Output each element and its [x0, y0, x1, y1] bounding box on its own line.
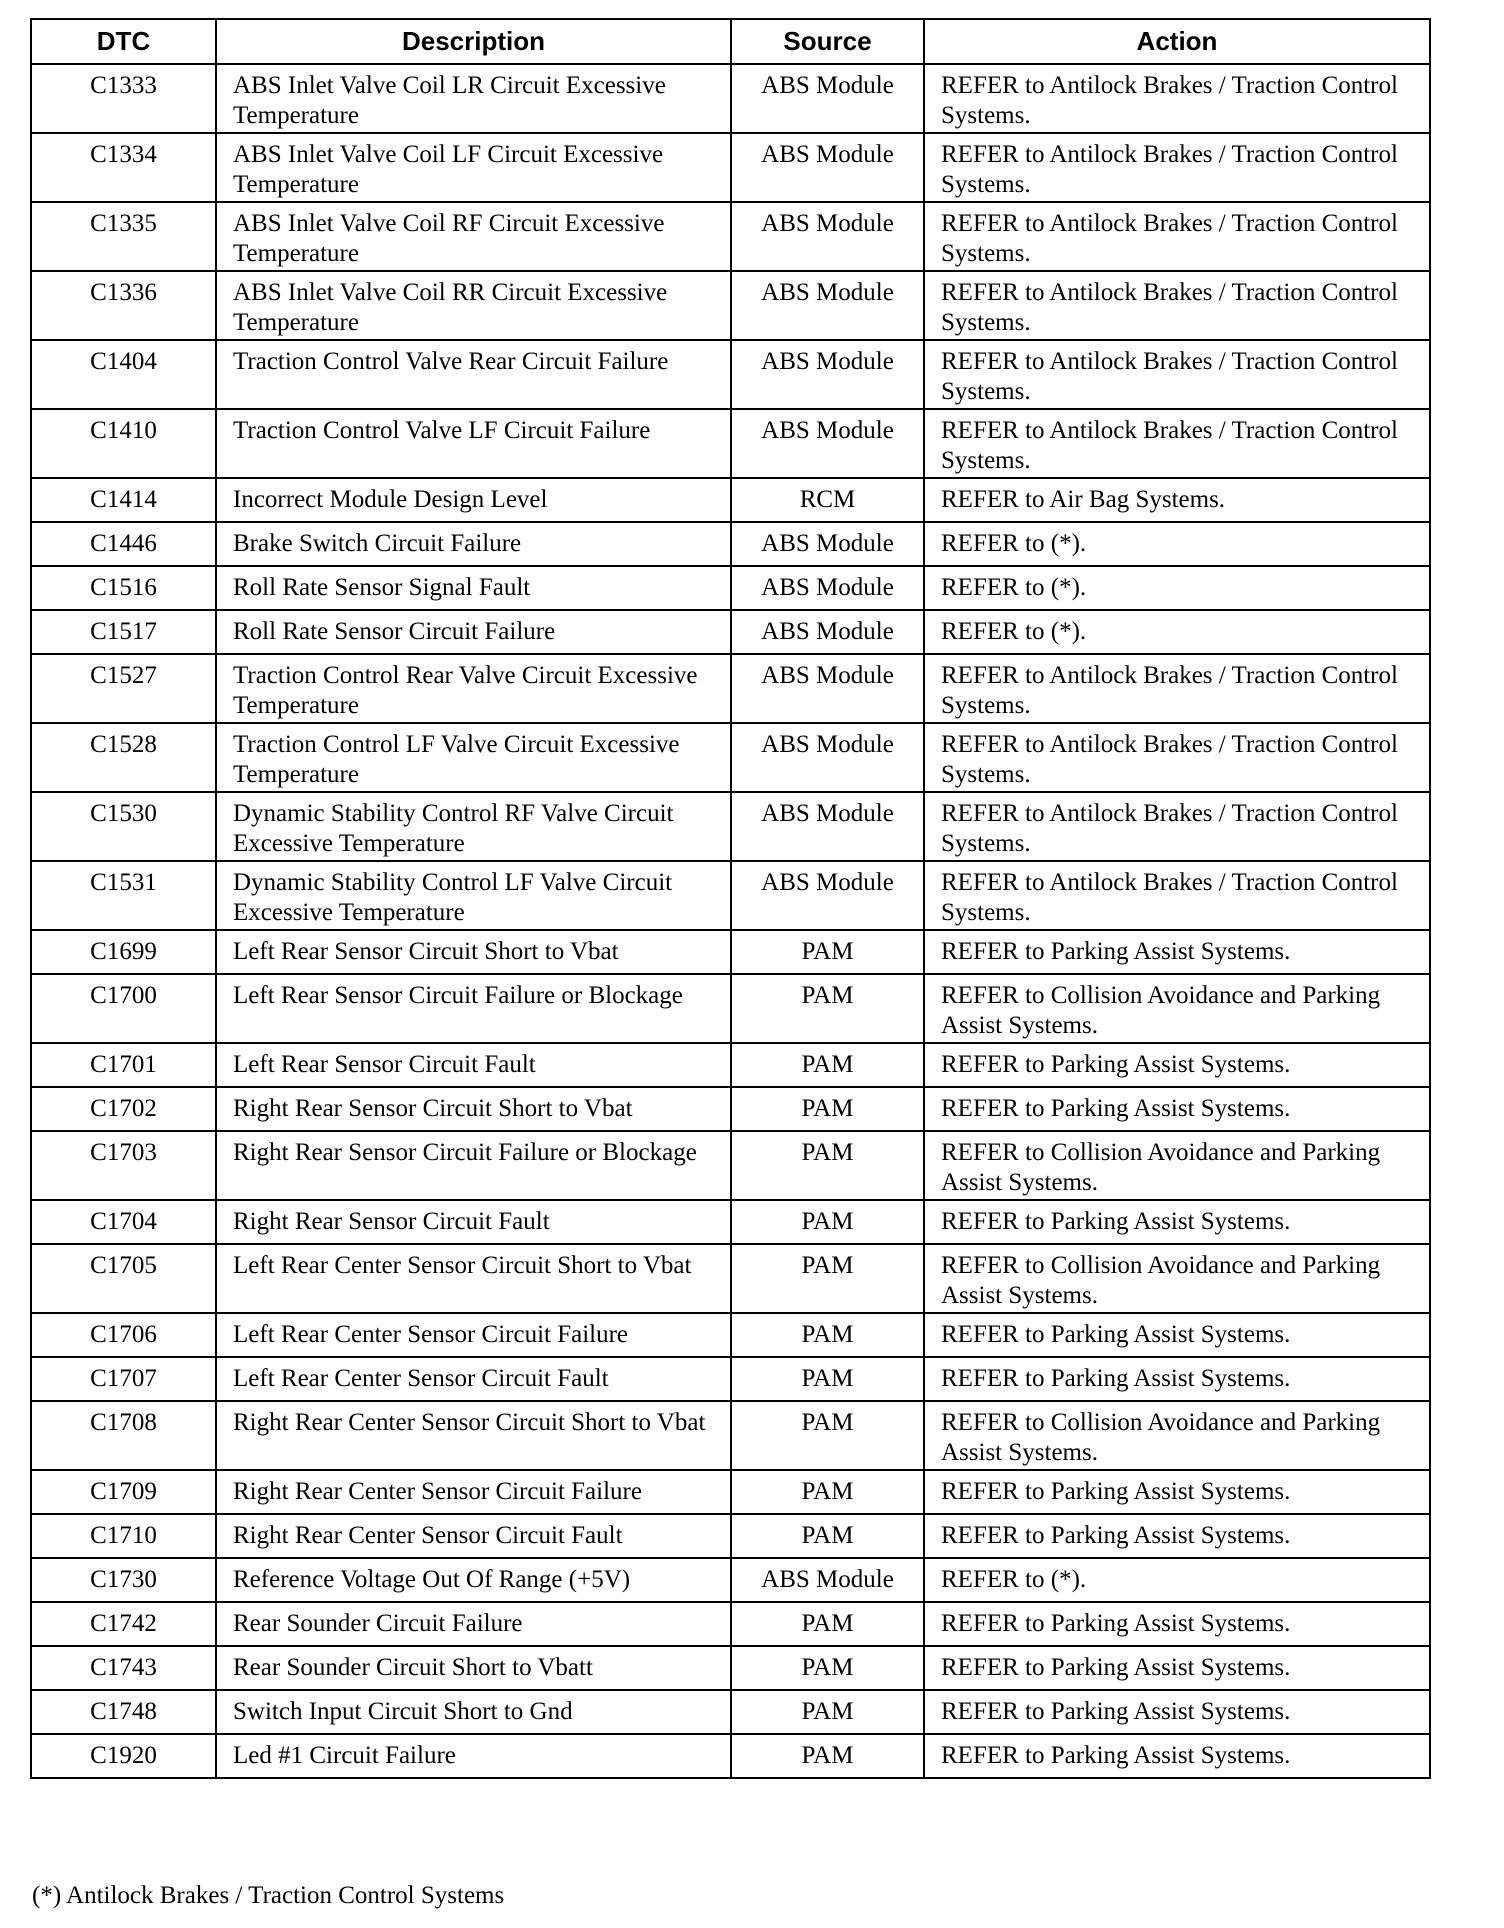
action-cell: REFER to Air Bag Systems. — [924, 478, 1430, 522]
source-cell: ABS Module — [731, 64, 924, 133]
dtc-cell: C1414 — [31, 478, 216, 522]
dtc-cell: C1709 — [31, 1470, 216, 1514]
source-cell: PAM — [731, 1401, 924, 1470]
table-row — [31, 522, 1430, 566]
table-row — [31, 478, 1430, 522]
action-cell: REFER to Antilock Brakes / Traction Control Systems. — [924, 271, 1430, 340]
dtc-cell: C1336 — [31, 271, 216, 340]
source-cell: PAM — [731, 1514, 924, 1558]
dtc-cell: C1410 — [31, 409, 216, 478]
source-cell: PAM — [731, 1470, 924, 1514]
description-cell: ABS Inlet Valve Coil RF Circuit Excessive Temperature — [216, 202, 731, 271]
dtc-cell: C1530 — [31, 792, 216, 861]
action-cell: REFER to Collision Avoidance and Parking Assist Systems. — [924, 1244, 1430, 1313]
source-cell: ABS Module — [731, 723, 924, 792]
table-row — [31, 610, 1430, 654]
table-row — [31, 723, 1430, 792]
description-cell: ABS Inlet Valve Coil RR Circuit Excessive Temperature — [216, 271, 731, 340]
action-cell: REFER to Parking Assist Systems. — [924, 1646, 1430, 1690]
dtc-cell: C1920 — [31, 1734, 216, 1778]
description-cell: Right Rear Sensor Circuit Short to Vbat — [216, 1087, 731, 1131]
description-cell: Roll Rate Sensor Signal Fault — [216, 566, 731, 610]
action-cell: REFER to Parking Assist Systems. — [924, 1470, 1430, 1514]
source-cell: PAM — [731, 930, 924, 974]
source-cell: ABS Module — [731, 792, 924, 861]
table-row — [31, 930, 1430, 974]
source-cell: ABS Module — [731, 409, 924, 478]
action-cell: REFER to Antilock Brakes / Traction Control Systems. — [924, 409, 1430, 478]
description-cell: Switch Input Circuit Short to Gnd — [216, 1690, 731, 1734]
description-cell: Traction Control Valve LF Circuit Failure — [216, 409, 731, 478]
source-cell: PAM — [731, 1602, 924, 1646]
dtc-cell: C1528 — [31, 723, 216, 792]
dtc-cell: C1748 — [31, 1690, 216, 1734]
description-cell: Left Rear Center Sensor Circuit Failure — [216, 1313, 731, 1357]
description-cell: Right Rear Sensor Circuit Failure or Blockage — [216, 1131, 731, 1200]
footnote: (*) Antilock Brakes / Traction Control Systems — [32, 1882, 505, 1909]
description-cell: Led #1 Circuit Failure — [216, 1734, 731, 1778]
dtc-cell: C1704 — [31, 1200, 216, 1244]
table-row — [31, 1646, 1430, 1690]
dtc-cell: C1700 — [31, 974, 216, 1043]
table-row — [31, 1087, 1430, 1131]
description-cell: Left Rear Sensor Circuit Failure or Blockage — [216, 974, 731, 1043]
description-cell: Left Rear Center Sensor Circuit Fault — [216, 1357, 731, 1401]
table-row — [31, 792, 1430, 861]
action-cell: REFER to Antilock Brakes / Traction Control Systems. — [924, 64, 1430, 133]
source-cell: ABS Module — [731, 610, 924, 654]
source-cell: ABS Module — [731, 861, 924, 930]
table-row — [31, 1470, 1430, 1514]
description-cell: Right Rear Center Sensor Circuit Fault — [216, 1514, 731, 1558]
description-cell: Dynamic Stability Control LF Valve Circuit Excessive Temperature — [216, 861, 731, 930]
action-cell: REFER to (*). — [924, 522, 1430, 566]
action-cell: REFER to Antilock Brakes / Traction Control Systems. — [924, 792, 1430, 861]
dtc-cell: C1730 — [31, 1558, 216, 1602]
source-cell: PAM — [731, 974, 924, 1043]
action-cell: REFER to (*). — [924, 566, 1430, 610]
description-cell: Incorrect Module Design Level — [216, 478, 731, 522]
source-cell: ABS Module — [731, 522, 924, 566]
table-row — [31, 1690, 1430, 1734]
source-cell: ABS Module — [731, 654, 924, 723]
table-row — [31, 1043, 1430, 1087]
source-cell: ABS Module — [731, 566, 924, 610]
action-cell: REFER to Antilock Brakes / Traction Control Systems. — [924, 202, 1430, 271]
dtc-cell: C1743 — [31, 1646, 216, 1690]
action-cell: REFER to Antilock Brakes / Traction Control Systems. — [924, 654, 1430, 723]
action-cell: REFER to Parking Assist Systems. — [924, 1087, 1430, 1131]
source-cell: ABS Module — [731, 1558, 924, 1602]
description-cell: Rear Sounder Circuit Failure — [216, 1602, 731, 1646]
action-cell: REFER to Parking Assist Systems. — [924, 930, 1430, 974]
source-cell: PAM — [731, 1087, 924, 1131]
table-row — [31, 1734, 1430, 1778]
source-cell: PAM — [731, 1131, 924, 1200]
action-cell: REFER to Parking Assist Systems. — [924, 1357, 1430, 1401]
action-cell: REFER to Collision Avoidance and Parking Assist Systems. — [924, 1131, 1430, 1200]
table-row — [31, 1244, 1430, 1313]
source-cell: PAM — [731, 1200, 924, 1244]
action-cell: REFER to Parking Assist Systems. — [924, 1734, 1430, 1778]
table-row — [31, 566, 1430, 610]
table-row — [31, 64, 1430, 133]
table-row — [31, 1357, 1430, 1401]
header-dtc: DTC — [31, 19, 216, 64]
dtc-cell: C1742 — [31, 1602, 216, 1646]
source-cell: PAM — [731, 1244, 924, 1313]
source-cell: PAM — [731, 1646, 924, 1690]
source-cell: PAM — [731, 1313, 924, 1357]
dtc-cell: C1702 — [31, 1087, 216, 1131]
table-row — [31, 654, 1430, 723]
table-row — [31, 340, 1430, 409]
table-row — [31, 1313, 1430, 1357]
dtc-cell: C1335 — [31, 202, 216, 271]
description-cell: ABS Inlet Valve Coil LF Circuit Excessive Temperature — [216, 133, 731, 202]
action-cell: REFER to Parking Assist Systems. — [924, 1690, 1430, 1734]
description-cell: Traction Control Valve Rear Circuit Failure — [216, 340, 731, 409]
table-row — [31, 1131, 1430, 1200]
dtc-cell: C1703 — [31, 1131, 216, 1200]
action-cell: REFER to Parking Assist Systems. — [924, 1602, 1430, 1646]
description-cell: Right Rear Center Sensor Circuit Short to Vbat — [216, 1401, 731, 1470]
dtc-cell: C1701 — [31, 1043, 216, 1087]
source-cell: ABS Module — [731, 202, 924, 271]
table-row — [31, 1401, 1430, 1470]
description-cell: Reference Voltage Out Of Range (+5V) — [216, 1558, 731, 1602]
description-cell: Dynamic Stability Control RF Valve Circuit Excessive Temperature — [216, 792, 731, 861]
action-cell: REFER to Collision Avoidance and Parking Assist Systems. — [924, 974, 1430, 1043]
action-cell: REFER to Collision Avoidance and Parking Assist Systems. — [924, 1401, 1430, 1470]
dtc-cell: C1446 — [31, 522, 216, 566]
description-cell: Traction Control Rear Valve Circuit Excessive Temperature — [216, 654, 731, 723]
table-body — [31, 64, 1430, 1778]
dtc-cell: C1334 — [31, 133, 216, 202]
table-row — [31, 271, 1430, 340]
action-cell: REFER to Parking Assist Systems. — [924, 1200, 1430, 1244]
table-row — [31, 202, 1430, 271]
action-cell: REFER to Antilock Brakes / Traction Control Systems. — [924, 723, 1430, 792]
action-cell: REFER to Antilock Brakes / Traction Control Systems. — [924, 133, 1430, 202]
source-cell: PAM — [731, 1690, 924, 1734]
dtc-cell: C1333 — [31, 64, 216, 133]
header-action: Action — [924, 19, 1430, 64]
description-cell: Right Rear Sensor Circuit Fault — [216, 1200, 731, 1244]
description-cell: Right Rear Center Sensor Circuit Failure — [216, 1470, 731, 1514]
source-cell: PAM — [731, 1734, 924, 1778]
dtc-cell: C1699 — [31, 930, 216, 974]
table-row — [31, 1602, 1430, 1646]
dtc-cell: C1706 — [31, 1313, 216, 1357]
table-row — [31, 861, 1430, 930]
dtc-cell: C1710 — [31, 1514, 216, 1558]
header-description: Description — [216, 19, 731, 64]
dtc-cell: C1531 — [31, 861, 216, 930]
dtc-cell: C1707 — [31, 1357, 216, 1401]
action-cell: REFER to Parking Assist Systems. — [924, 1043, 1430, 1087]
table-row — [31, 1514, 1430, 1558]
table-row — [31, 1558, 1430, 1602]
action-cell: REFER to Antilock Brakes / Traction Control Systems. — [924, 340, 1430, 409]
dtc-cell: C1517 — [31, 610, 216, 654]
description-cell: Left Rear Sensor Circuit Short to Vbat — [216, 930, 731, 974]
action-cell: REFER to Parking Assist Systems. — [924, 1313, 1430, 1357]
dtc-cell: C1705 — [31, 1244, 216, 1313]
dtc-cell: C1516 — [31, 566, 216, 610]
header-source: Source — [731, 19, 924, 64]
dtc-table — [30, 18, 1431, 1779]
table-header-row — [31, 19, 1430, 64]
action-cell: REFER to (*). — [924, 1558, 1430, 1602]
description-cell: Traction Control LF Valve Circuit Excessive Temperature — [216, 723, 731, 792]
source-cell: PAM — [731, 1043, 924, 1087]
table-row — [31, 1200, 1430, 1244]
description-cell: ABS Inlet Valve Coil LR Circuit Excessive Temperature — [216, 64, 731, 133]
dtc-cell: C1708 — [31, 1401, 216, 1470]
table-row — [31, 974, 1430, 1043]
table-row — [31, 409, 1430, 478]
description-cell: Left Rear Sensor Circuit Fault — [216, 1043, 731, 1087]
source-cell: ABS Module — [731, 271, 924, 340]
action-cell: REFER to Parking Assist Systems. — [924, 1514, 1430, 1558]
action-cell: REFER to (*). — [924, 610, 1430, 654]
description-cell: Brake Switch Circuit Failure — [216, 522, 731, 566]
source-cell: RCM — [731, 478, 924, 522]
description-cell: Roll Rate Sensor Circuit Failure — [216, 610, 731, 654]
description-cell: Left Rear Center Sensor Circuit Short to Vbat — [216, 1244, 731, 1313]
source-cell: PAM — [731, 1357, 924, 1401]
table-row — [31, 133, 1430, 202]
description-cell: Rear Sounder Circuit Short to Vbatt — [216, 1646, 731, 1690]
dtc-cell: C1404 — [31, 340, 216, 409]
dtc-cell: C1527 — [31, 654, 216, 723]
source-cell: ABS Module — [731, 340, 924, 409]
action-cell: REFER to Antilock Brakes / Traction Control Systems. — [924, 861, 1430, 930]
source-cell: ABS Module — [731, 133, 924, 202]
